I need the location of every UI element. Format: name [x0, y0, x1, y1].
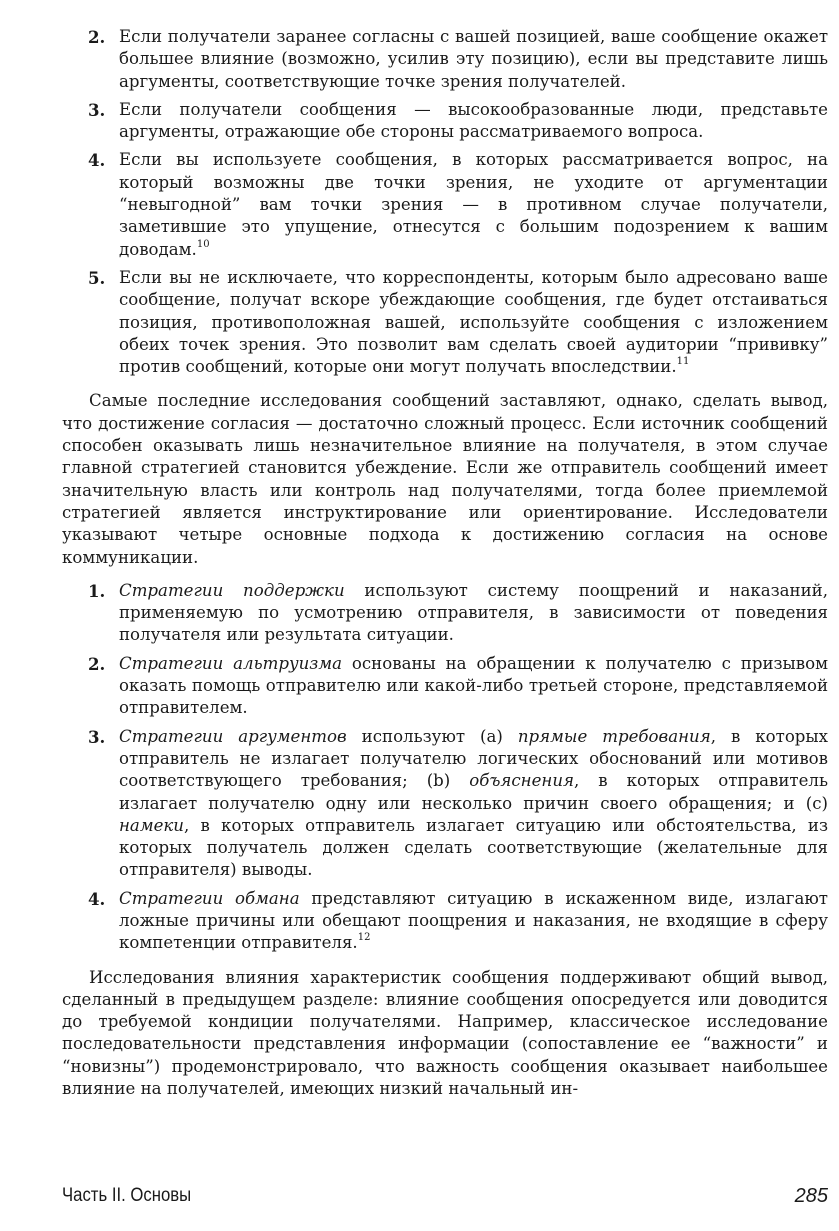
italic-term: прямые требования	[517, 726, 711, 746]
italic-term: Стратегии поддержки	[119, 580, 345, 600]
italic-term: Стратегии альтруизма	[119, 653, 343, 673]
list-item-number: 1.	[88, 580, 106, 601]
body-paragraph: Самые последние исследования сообщений заставляют, однако, сделать вывод, что достижение согласия — достаточно сложный процесс. Если источник сообщений способен оказывать лишь незначительное влияние на получателя, в этом случае главной стратегией становится убеждение. Если же отправитель сообщений имеет значительную власть или контроль над получателями, тогда более приемлемой стратегией является инструктирование или ориентирование. Исследователи указывают четыре основные подхода к достижению согласия на основе коммуникации.	[62, 391, 828, 567]
list-item	[62, 726, 828, 882]
italic-term: намеки	[119, 815, 184, 835]
list-item-number: 4.	[88, 888, 106, 909]
list-item-text: Если вы используете сообщения, в которых рассматривается вопрос, на который возможны две точки зрения, не уходите от аргументации “невыгодной” вам точки зрения — в противном случае получатели, заметившие это упущение, отнесутся с большим подозрением к вашим доводам.	[119, 150, 828, 259]
italic-term: объяснения	[469, 771, 575, 791]
italic-term: Стратегии обмана	[119, 888, 300, 908]
page-body	[62, 26, 828, 1111]
list-item-text: основаны на обращении к получателю с призывом оказать помощь отправителю или какой-либо третьей стороне, представляемой отправителем.	[119, 653, 828, 718]
list-item-number: 4.	[88, 150, 106, 171]
list-item-text: используют (а)	[346, 726, 518, 746]
list-item	[62, 653, 828, 720]
list-item-text: , в которых отправитель излагает ситуацию или обстоятельства, из которых получатель должен сделать соответствующие (желательные для отправителя) выводы.	[119, 815, 828, 880]
list-item-text: Если получатели заранее согласны с вашей позицией, ваше сообщение окажет большее влияние (возможно, усилив эту позицию), если вы представите лишь аргументы, соответствующие точке зрения получателей.	[119, 27, 828, 91]
body-paragraph: Исследования влияния характеристик сообщения поддерживают общий вывод, сделанный в предыдущем разделе: влияние сообщения опосредуется или доводится до требуемой кондиции получателями. Например, классическое исследование последовательности представления информации (сопоставление ее “важности” и “новизны”) продемонстрировало, что важность сообщения оказывает наибольшее влияние на получателей, имеющих низкий начальный ин-	[62, 967, 828, 1099]
page-number: 285	[794, 1185, 828, 1207]
list-item-number: 3.	[88, 99, 106, 120]
running-footer-section: Часть II. Основы	[62, 1185, 192, 1206]
list-item-text: Если получатели сообщения — высокообразованные люди, представьте аргументы, отражающие обе стороны рассматриваемого вопроса.	[119, 99, 828, 142]
footnote-ref: 10	[196, 238, 210, 250]
list-item	[62, 267, 828, 378]
list-item-number: 5.	[88, 267, 106, 288]
list-item	[62, 580, 828, 647]
list-item-text: , в которых отправитель излагает получателю одну или несколько причин своего обращения; и (с)	[119, 771, 828, 813]
italic-term: Стратегии аргументов	[119, 726, 347, 746]
list-item	[62, 26, 828, 93]
list-item-text: Если вы не исключаете, что корреспонденты, которым было адресовано ваше сообщение, получат вскоре убеждающие сообщения, где будет отстаиваться позиция, противоположная вашей, используйте сообщения с изложением обеих точек зрения. Это позволит вам сделать своей аудитории “прививку” против сообщений, которые они могут получать впоследствии.	[119, 267, 828, 377]
list-item-number: 3.	[88, 726, 106, 747]
list-item-text: представляют ситуацию в искаженном виде, излагают ложные причины или обещают поощрения и наказания, не входящие в сферу компетенции отправителя.	[119, 888, 828, 953]
list-item	[62, 99, 828, 144]
list-item-number: 2.	[88, 27, 106, 47]
list-item	[62, 888, 828, 955]
list-item-text: используют систему поощрений и наказаний, применяемую по усмотрению отправителя, в зависимости от поведения получателя или результата ситуации.	[119, 580, 829, 645]
list-item	[62, 149, 828, 260]
list-item-text: , в которых отправитель не излагает получателю логических обоснований или мотивов соответствующего требования; (b)	[119, 726, 828, 791]
numbered-list-strategies	[62, 580, 828, 955]
footnote-ref: 11	[676, 356, 690, 368]
list-item-number: 2.	[88, 653, 106, 674]
numbered-list-recommendations	[62, 26, 828, 378]
footnote-ref: 12	[357, 932, 371, 944]
